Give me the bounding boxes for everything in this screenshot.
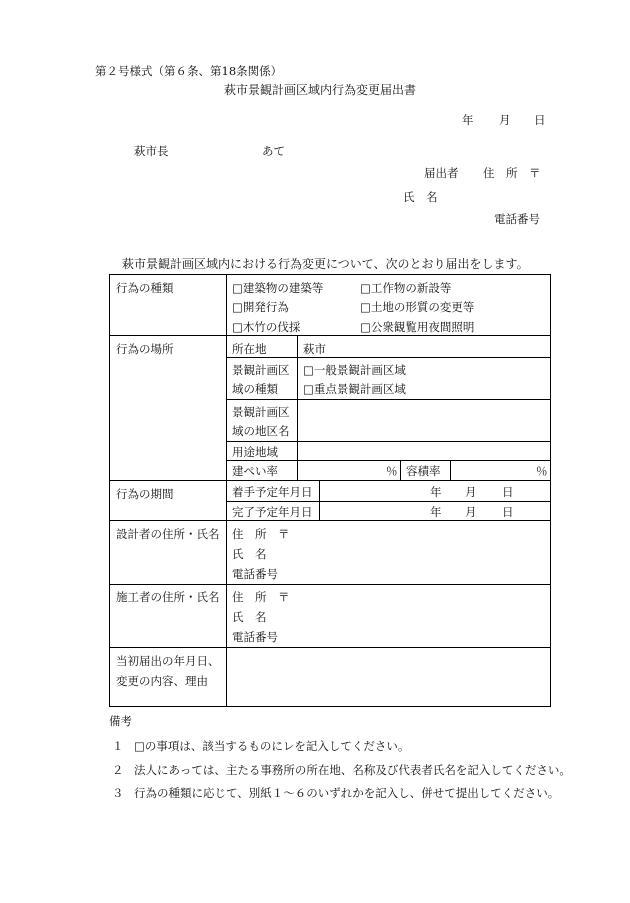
applicant-address-label: 住 所 〒 xyxy=(483,166,541,180)
addressee: 萩市長 xyxy=(134,144,169,158)
date-day-label: 日 xyxy=(534,113,546,127)
applicant-name-label: 氏 名 xyxy=(403,190,438,204)
act-option-tree-felling[interactable]: □木竹の伐採 xyxy=(232,320,301,334)
area-option-general[interactable]: □一般景観計画区域 xyxy=(303,363,406,377)
date-month-label: 月 xyxy=(499,113,511,127)
start-date-label: 着手予定年月日 xyxy=(232,485,313,499)
contractor-phone-label: 電話番号 xyxy=(232,630,278,644)
far-unit: ％ xyxy=(536,464,548,478)
contractor-name-label: 氏 名 xyxy=(232,610,267,624)
coverage-unit: ％ xyxy=(386,464,398,478)
addressee-suffix: あて xyxy=(262,144,285,158)
place-label: 行為の場所 xyxy=(116,342,174,356)
district-label-2: 域の地区名 xyxy=(232,424,290,438)
end-day: 日 xyxy=(502,505,514,519)
district-label-1: 景観計画区 xyxy=(232,405,290,419)
act-option-night-lighting[interactable]: □公衆観覧用夜間照明 xyxy=(360,320,475,334)
original-label-2: 変更の内容、理由 xyxy=(116,674,208,688)
start-month: 月 xyxy=(465,485,477,499)
note-number: ２ xyxy=(112,763,124,777)
note-number: ３ xyxy=(112,786,124,800)
act-option-land-change[interactable]: □土地の形質の変更等 xyxy=(360,300,475,314)
notes-heading: 備考 xyxy=(109,714,132,728)
contractor-label: 施工者の住所・氏名 xyxy=(116,590,220,604)
applicant-label: 届出者 xyxy=(424,166,459,180)
area-type-label-2: 域の種類 xyxy=(232,382,278,396)
area-type-label-1: 景観計画区 xyxy=(232,363,290,377)
form-number: 第２号様式（第６条、第18条関係） xyxy=(95,64,283,78)
contractor-address-label: 住 所 〒 xyxy=(232,590,290,604)
end-date-label: 完了予定年月日 xyxy=(232,505,313,519)
act-option-building[interactable]: □建築物の建築等 xyxy=(232,281,324,295)
location-label: 所在地 xyxy=(232,342,267,356)
coverage-label: 建ぺい率 xyxy=(232,464,278,478)
form-table xyxy=(109,274,551,707)
original-label-1: 当初届出の年月日、 xyxy=(116,654,220,668)
far-label: 容積率 xyxy=(406,464,441,478)
designer-label: 設計者の住所・氏名 xyxy=(116,527,220,541)
note-text: 法人にあっては、主たる事務所の所在地、名称及び代表者氏名を記入してください。 xyxy=(134,763,571,777)
designer-phone-label: 電話番号 xyxy=(232,567,278,581)
end-month: 月 xyxy=(465,505,477,519)
period-label: 行為の期間 xyxy=(116,487,174,501)
start-day: 日 xyxy=(502,485,514,499)
end-year: 年 xyxy=(430,505,442,519)
zoning-label: 用途地域 xyxy=(232,445,278,459)
designer-name-label: 氏 名 xyxy=(232,547,267,561)
act-option-development[interactable]: □開発行為 xyxy=(232,300,289,314)
applicant-phone-label: 電話番号 xyxy=(494,212,540,226)
act-option-structure[interactable]: □工作物の新設等 xyxy=(360,281,452,295)
note-number: １ xyxy=(112,739,124,753)
act-type-label: 行為の種類 xyxy=(116,281,174,295)
date-year-label: 年 xyxy=(462,113,474,127)
start-year: 年 xyxy=(430,485,442,499)
note-text: 行為の種類に応じて、別紙１～６のいずれかを記入し、併せて提出してください。 xyxy=(134,786,560,800)
intro-text: 萩市景観計画区域内における行為変更について、次のとおり届出をします。 xyxy=(122,257,529,271)
location-value[interactable]: 萩市 xyxy=(303,342,326,356)
designer-address-label: 住 所 〒 xyxy=(232,527,290,541)
note-text: □の事項は、該当するものにレを記入してください。 xyxy=(134,739,410,753)
document-title: 萩市景観計画区域内行為変更届出書 xyxy=(224,83,417,97)
area-option-priority[interactable]: □重点景観計画区域 xyxy=(303,382,406,396)
